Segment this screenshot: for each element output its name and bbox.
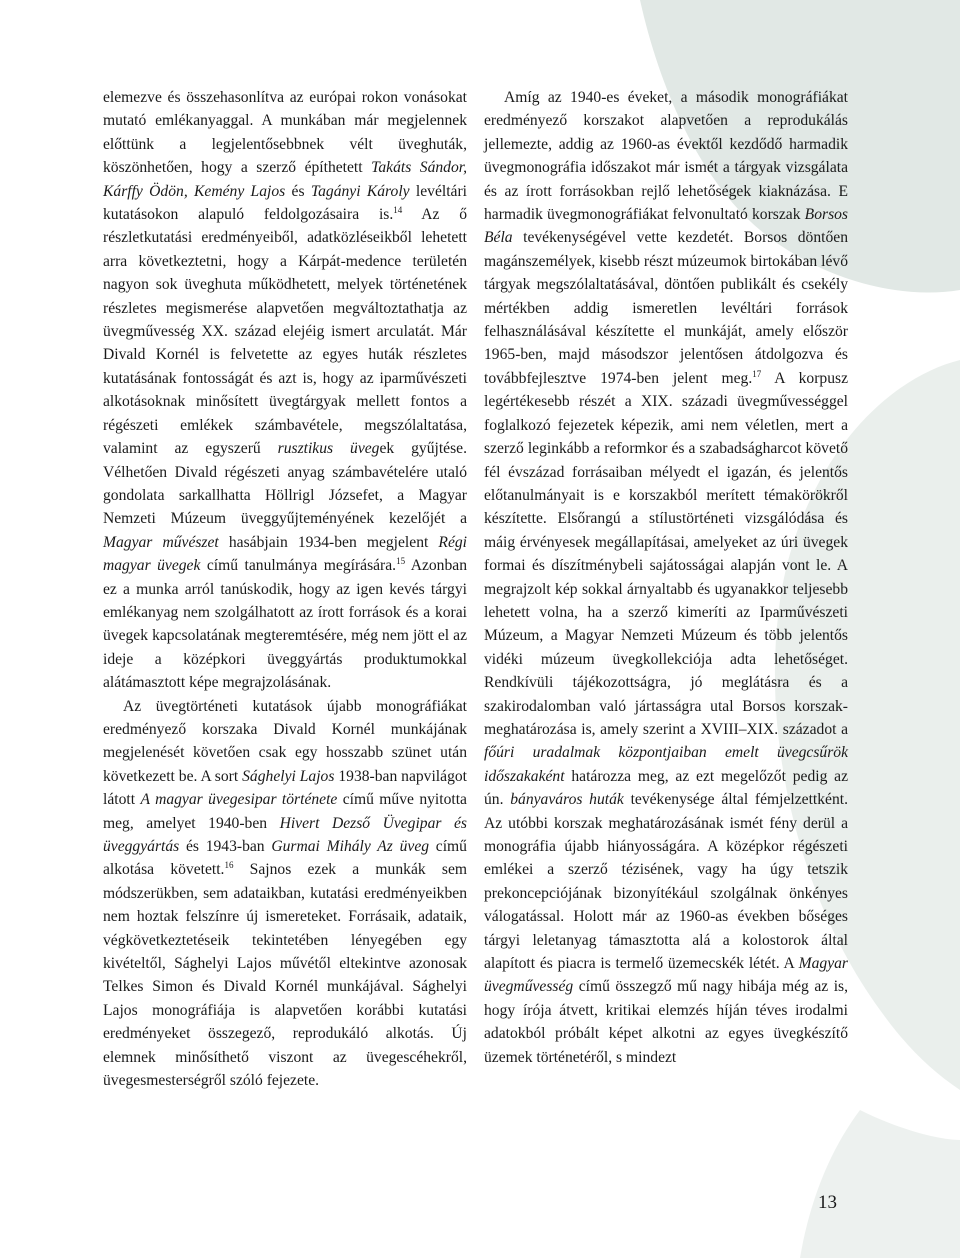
text-run: című alkotása követett. bbox=[103, 838, 467, 879]
italic-text-run: Hivert Dezső Üvegipar és üveggyártás bbox=[103, 814, 467, 855]
text-run: ek gyűjtése. Vélhetően Divald régészeti anyag számbavételére utaló gondolata sarkallhatta Höllrigl Józsefet, a Magyar Nemzeti Múzeum üveggyűjteményének kezelőjét a bbox=[103, 440, 467, 528]
text-run: Az üvegtörténeti kutatások újabb monográfiákat eredményező korszaka Divald Kornél munkájának megjelenését követően csak egy hosszabb szünet után következett be. A sort bbox=[103, 697, 467, 785]
text-run: tevékenységével vette kezdetét. Borsos döntően magánszemélyek, kisebb részt múzeumok birtokában lévő tárgyak megszólaltatásával, döntően publikált és csekély mértékben addig ismeretlen levéltári források felhasználásával készítette el munkáját, amely először 1965-ben, majd másodszor jelentősen átdolgozva és továbbfejlesztve 1974-ben jelent meg. bbox=[484, 229, 848, 387]
text-run: című összegző mű nagy hibája még az is, hogy írója átvett, kritikai elemzés híján téves irodalmi adatokból próbált képet alkotni az egyes üvegkészítő üzemek történetéről, s mindezt bbox=[484, 978, 848, 1066]
italic-text-run: Gurmai Mihály Az üveg bbox=[271, 838, 430, 855]
italic-text-run: rusztikus üveg bbox=[277, 440, 380, 458]
italic-text-run: Magyar üvegművesség bbox=[484, 955, 848, 996]
text-run: Sajnos ezek a munkák sem módszerükben, sem adataikban, kutatási eredményeikben nem hoztak felszínre új ismereteket. Forrásaik, adataik, végkövetkeztetéseik tekintetében lényegében egy kivételtől, Sághelyi Lajos művétől eltekintve azonosak Telkes Simon és Divald Kornél munkájával. Sághelyi Lajos monográfiája is alapvetően korábbi kutatási eredményeket összegező, reprodukáló alkotás. Új elemnek minősíthető viszont az üvegescéhekről, üvegesmesterségről szóló fejezete. bbox=[103, 861, 468, 1090]
text-run: hasábjain 1934-ben megjelent bbox=[218, 533, 439, 551]
text-run: és bbox=[285, 182, 311, 200]
italic-text-run: főúri uradalmak központjaiban emelt üvegcsűrök időszakaként bbox=[484, 744, 848, 785]
text-run: Azonban ez a munka arról tanúskodik, hogy az igen kevés tárgyi emlékanyag nem szolgálhatott az írott források és a korai üvegek kapcsolatának megteremtésére, még nem jött el az ideje a középkori üveggyártás produktumokkal alátámasztott képe megrajzolásának. bbox=[103, 557, 467, 692]
right-paragraph-1 bbox=[484, 86, 848, 1069]
italic-text-run: A magyar üvegesipar története bbox=[140, 791, 338, 809]
left-text-column bbox=[103, 86, 467, 1092]
text-run: Amíg az 1940-es éveket, a második monográfiákat eredményező korszakot alapvetően a reprodukálás jellemezte, addig az 1960-as évektől kezdődő harmadik üvegmonográfia időszakot már ismét a tárgyak vizsgálata és az írott forrásokban rejlő lehetőségek kiaknázása. E harmadik üvegmonográfiákat felvonultató korszak bbox=[484, 89, 848, 224]
italic-text-run: Sághelyi Lajos bbox=[242, 767, 335, 785]
italic-text-run: Régi magyar üvegek bbox=[103, 533, 467, 575]
italic-text-run: Magyar művészet bbox=[103, 533, 219, 551]
text-run: Az ő részletkutatási eredményeiből, adatközléseikből lehetett arra következtetni, hogy a Kárpát-medence területén nagyon sok üveghuta működhetett, melyek történetének részletes megismerése alapvetően megváltoztathatja az üvegművesség XX. század elejéig ismert arculatát. Már Divald Kornél is felvetette az egyes huták részletes kutatásának fontosságát és azt is, hogy az iparművészeti alkotásoknak minősített üvegtárgyak mellett fontos a régészeti emlékek számbavétele, megszólaltatása, valamint az egyszerű bbox=[103, 206, 467, 458]
right-text-column bbox=[484, 86, 848, 1069]
footnote-reference: 17 bbox=[752, 368, 762, 379]
text-run: tevékenysége által fémjelzettként. Az utóbbi korszak meghatározásának ismét fény derül a monográfia újabb hiányosságára. A középkor régészeti emlékei a szerző tézisének, vagy ha úgy tetszik prekoncepciójának bizonyítékául szolgálnak önkényes válogatással. Holott már az 1960-as években bőséges tárgyi leletanyag támasztotta alá a kolostorok által alapított és piacra is termelő üzemecskék létét. A bbox=[484, 791, 848, 973]
text-run: című tanulmánya megírására. bbox=[200, 557, 397, 575]
italic-text-run: Takáts Sándor, Kárffy Ödön, Kemény Lajos bbox=[103, 159, 467, 200]
footnote-reference: 16 bbox=[224, 860, 234, 871]
text-run: és 1943-ban bbox=[179, 838, 272, 855]
text-run: 1938-ban napvilágot látott bbox=[103, 767, 467, 809]
text-run: levéltári kutatásokon alapuló feldolgozásaira is. bbox=[103, 182, 467, 224]
footnote-reference: 14 bbox=[393, 204, 403, 215]
text-run: című műve nyitotta meg, amelyet 1940-ben bbox=[103, 791, 467, 832]
italic-text-run: Tagányi Károly bbox=[310, 182, 410, 200]
left-paragraph-1 bbox=[103, 86, 467, 695]
italic-text-run: bányaváros huták bbox=[510, 791, 624, 809]
page-number: 13 bbox=[818, 1192, 837, 1213]
text-run: A korpusz legértékesebb részét a XIX. századi üvegművességgel foglalkozó fejezetek képezik, ami nem véletlen, mert a szerző leginkább a reformkor és a szabadságharcot követő fél évszázad forrásaiban mélyedt el igazán, és jelentős előtanulmányait is e korszakból merített témakörökről készítette. Elsőrangú a stílustörténeti vizsgálódása és máig érvényesek megállapításai, amelyeket az úri üvegek formai és díszítménybeli sajátosságai alapján vont le. A megrajzolt kép sokkal árnyaltabb és ugyanakkor teljesebb lehetett volna, ha a szerző kimeríti az Iparművészeti Múzeum, a Magyar Nemzeti Múzeum és több jelentős vidéki múzeum üvegkollekciója adta lehetőséget. Rendkívüli tájékozottságra, jó meglátásra és a szakirodalomban való jártasságra utal Borsos korszak-meghatározása is, amely szerint a XVIII–XIX. századot a bbox=[484, 369, 848, 738]
left-paragraph-2 bbox=[103, 695, 467, 1093]
glass-watermark-base bbox=[800, 1110, 960, 1258]
text-run: elemezve és összehasonlítva az európai rokon vonásokat mutató emlékanyaggal. A munkában már megjelennek előttünk a legjelentősebbnek vélt üveghuták, köszönhetően, hogy a szerző építhetett bbox=[103, 89, 467, 177]
italic-text-run: Borsos Béla bbox=[484, 206, 848, 247]
footnote-reference: 15 bbox=[396, 555, 406, 566]
text-run: határozza meg, az ezt megelőzőt pedig az ún. bbox=[484, 767, 848, 809]
